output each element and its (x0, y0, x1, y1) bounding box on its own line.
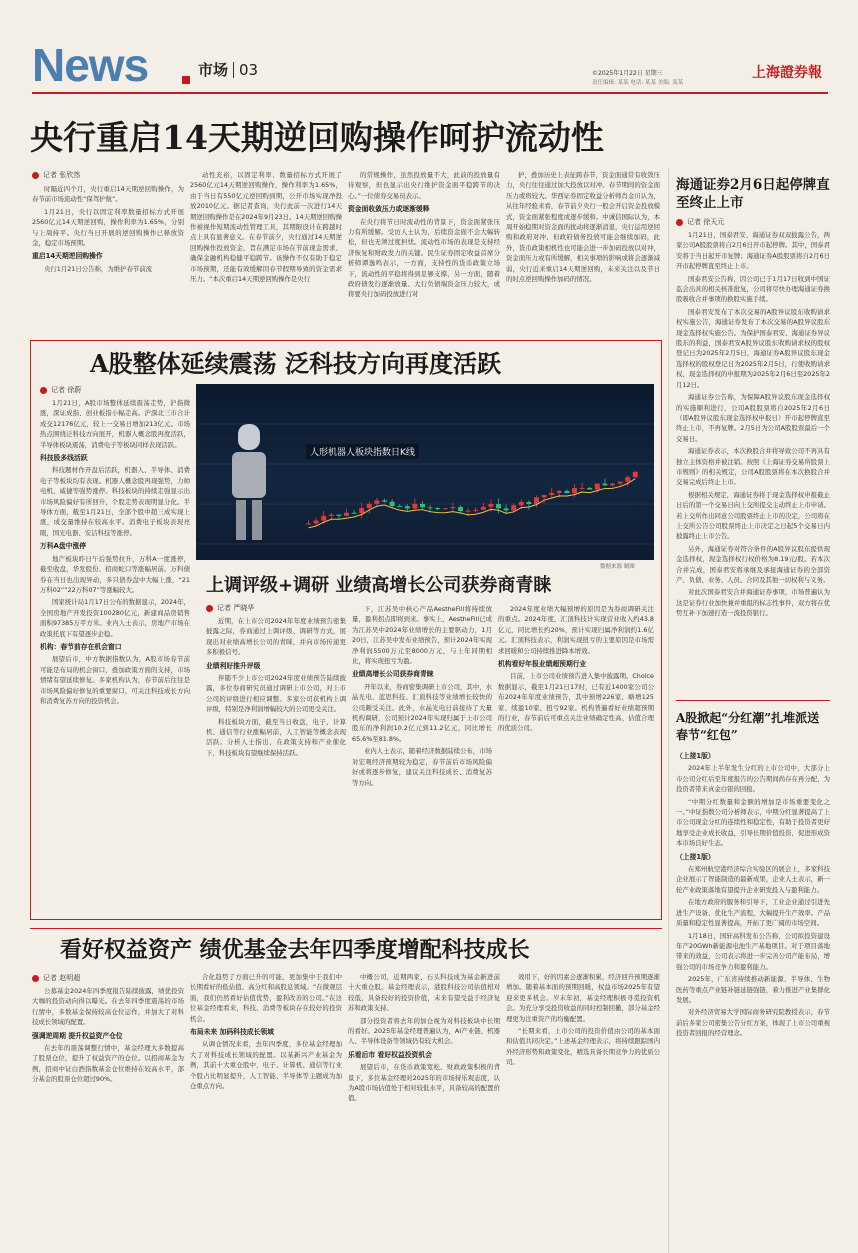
chart-candle (435, 508, 440, 509)
chart-candle (344, 513, 349, 516)
paper-name: 上海證券報 (752, 65, 822, 81)
lead-subhead: 重启14天期逆回购操作 (32, 252, 103, 261)
lead-para: 1月21日，央行以固定利率数量招标方式开展2560亿元14天期逆回购，操作利率为1.65%，分别与上周持平。央行当日开展的逆回购操作已释放资金，稳定市场预期。 (32, 207, 184, 248)
bottom-para: 效用下，好的因素会逐渐积累，经济回升预期逐渐增加。随着基本面的预期回暖，权益市场2025年有望迎来更多机会。岁末年初，基金经理积极寻觅投资机会。为充分享受投资收益的同时控制回撤，部分基金经理更为注重资产的均衡配置。 (506, 973, 660, 1023)
sidebar2-body (676, 748, 830, 1248)
sidebar1-para: 对此次国泰君安合并海通证券事项，市场普遍认为这是证券行业加快兼并重组的标志性事件，双方将在优势互补下加速打造一流投资银行。 (676, 588, 830, 618)
sidebar1-headline: 海通证券2月6日起停牌直至终止上市 (676, 177, 830, 211)
lead-para: 的常规操作，虽然投放量不大，此前的投放量有待观察，但也显示出央行维护资金面平稳跨节的决心。”一位债券交易员表示。 (348, 171, 500, 200)
sidebar1-para: 国泰君安发布了本次交易的A股异议股东收购请求权实施公告，海通证券发布了本次交易的A股异议股东现金选择权实施公告。为保护国泰君安、海通证券异议股东的利益，国泰君安A股异议股东收购请求权的股权登记日为2025年2月5日，海通证券A股异议股东现金选择权的股权登记日为2025年2月5日，行使收购请求权、现金选择权的申报期为2025年2月6日至2025年2月12日。 (676, 307, 830, 389)
chart-candle (473, 510, 478, 511)
sidebar1-para: 1月21日，国泰君安、海通证券双双披露公告，两家公司A股股票将自2月6日开市起停牌。其中，国泰君安将于当日起开市复牌；海通证券A股股票将自2月6日开市起停牌直至终止上市。 (676, 231, 830, 271)
sidebar1-para: 根据相关规定，海通证券将于现金选择权申报截止日后的第一个交易日向上交所提交主动终止上市申请。若上交所作出同意公司股票终止上市的决定，公司将在上交所公告公司股票终止上市决定之日起5个交易日内披露终止上市公告。 (676, 490, 830, 541)
bottom-para: 部分投资者将去年的加仓视为对科技板块中长期的看好。2025年基金经理普遍认为，AI产业链、机器人、半导体设备等领域仍有较大机会。 (348, 1016, 500, 1046)
byline-dot-icon (32, 172, 39, 179)
feature2-para: 目前，上市公司业绩预告进入集中披露期。Choice数据显示，截至1月21日17时，已有近1400家公司公布2024年年度业绩预告，其中预增226家、略增125家、续盈10家、扭亏92家。机构普遍看好业绩超预期的行业，春节前后可重点关注业绩确定性高、估值合理的优质公司。 (498, 672, 654, 733)
bottom-col-1 (32, 986, 184, 1246)
chart-candle (572, 488, 577, 493)
byline-dot-icon (32, 975, 39, 982)
feature2-col-1 (206, 616, 346, 914)
sidebar1-para: 国泰君安公告称，因公司已于1月17日收到中国证监会出具的相关核准批复，公司将尽快办理海通证券换股吸收合并事项的换股实施手续。 (676, 274, 830, 304)
bottom-col-4 (506, 972, 660, 1246)
chart-candle (306, 524, 311, 525)
lead-subhead: 资金面收敛压力或逐渐缓释 (348, 205, 430, 214)
feature2-byline: 记者 严晓华 (206, 602, 254, 614)
bottom-subhead: 强调逆周期 提升权益资产仓位 (32, 1031, 123, 1040)
lead-para: 动性充裕，以固定利率、数量招标方式开展了2560亿元14天期逆回购操作，操作利率为1.65%，由于当日有550亿元逆回购到期，公开市场实现净投放2010亿元。据记者查询，央行此前一次进行14天期逆回购操作是在2024年9月23日。14天期逆回购操作被视作短期流动性管理工具，其期限设计在跨越时点上具有显著意义。在春节前夕，央行通过14天期逆回购操作投放资金，旨在满足市场在节前现金需求、确保金融机构稳健平稳跨节。该操作不仅有助于稳定市场预期，还能有效缓解因春节假期导致的资金需求压力。“本次重启14天期逆回购操作是央行 (190, 171, 342, 284)
bottom-para: 从调仓情况来看，去年四季度，多位基金经理加大了对科技成长领域的配置。以某新兴产业基金为例，其前十大重仓股中，电子、计算机、通信等行业个股占比明显提升，人工智能、半导体等主题成为加仓重点方向。 (190, 1040, 342, 1091)
feature-para: 业内人士表示，随着经济数据陆续公布，市场对宏观经济预期较为稳定，春节前后市场风险偏好或将逐步修复，建议关注科技成长、消费复苏等方向。 (352, 747, 492, 787)
byline-dot-icon (206, 605, 213, 612)
feature-para: 科技题材作开盘后活跃，机器人、半导体、消费电子等板块均有表现。机器人概念股再现强势，力帅电机、威捷等强势涨停。科技板块的持续走强显示出市场风险偏好有所回升，个股走势表现明显分化。半导体方面，截至1月21日，全部个股中超三成实现上涨，成交量维持在较高水平。消费电子板块表现亮眼，国光电器、安洁科技等涨停。 (40, 466, 190, 537)
sidebar-story-1 (676, 176, 830, 708)
feature-para: 国家统计局1月17日公布的数据显示，2024年，全国房地产开发投资100280亿元，新建商品房销售面积97385万平方米。业内人士表示，房地产市场在政策托底下有望逐步企稳。 (40, 598, 190, 638)
sidebar2-para: 1月18日，国轩高科发布公告称，公司拟投资建设年产20GWh新能源电池生产基地项目。对于项目落地带来的效益，公司表示将进一步完善公司产能布局，增强公司的市场竞争力和盈利能力。 (676, 931, 830, 971)
lead-col-1 (32, 184, 184, 334)
feature2-para: 近期，在上市公司2024年年度业绩预告密集披露之际，券商通过上调评级、调研等方式，展现出对业绩高增长公司的青睐，并向市场传递更多积极信号。 (206, 617, 346, 657)
sidebar2-continued: （上接1版） (676, 752, 715, 760)
lead-para: 央行1月21日公告称，为维护春节前流 (44, 264, 153, 273)
bottom-byline: 记者 赵明超 (32, 972, 80, 984)
sidebar2-para: 在郑州航空港经济综合实验区的展会上，多家科技企业展示了智能制造的最新成果，企业人士表示，新一轮产业政策落地有望提升企业研发投入与盈利能力。 (676, 865, 830, 894)
chart-caption: 人形机器人板块指数日K线 (306, 444, 419, 459)
section-label: 市场 (198, 61, 229, 79)
chart-candle (511, 505, 516, 510)
chart-candle (428, 507, 433, 508)
sidebar2-para: 2024年上半年发生分红的上市公司中，大部分上市公司分红后至年度报告的公告期间尚存在再分配，为投资者带来真金白银的回报。 (676, 764, 830, 794)
feature-subhead: 万科A盘中涨停 (40, 542, 87, 551)
chart-candle (618, 482, 623, 484)
sidebar2-para: 2025年，广东省持续推动新能源、半导体、生物医药等重点产业链补链延链强链，着力推进产业集群化发展。 (676, 975, 830, 1004)
chart-candle (519, 502, 524, 505)
sidebar1-byline: 记者 徐天元 (676, 216, 830, 228)
bottom-para: 合化趋势了方面已升的可能，更加集中于我们中长期看好的低估值、高分红和高股息领域。“在微观层面，我们仍然看好估值优势，盈利改善的公司。”在这位基金经理看来，科技、消费等板块存在较好的投资机会。 (190, 973, 342, 1023)
date-line: ©2025年1月22日 星期三 (592, 70, 663, 77)
feature-para: 地产板块昨日午后强势拉升，万科A一度涨停，截至收盘，华发股份、招商蛇口等涨幅居前。万科债券在当日也出现异动，多只债券盘中大幅上涨，“21万科02”“22万科07”等涨幅较大。 (40, 554, 190, 594)
lead-col-2 (190, 170, 342, 334)
sidebar1-body (676, 230, 830, 708)
feature2-para: 开年以来，券商密集调研上市公司，其中，水晶光电、蓝思科技、汇顶科技等业绩增长较快的公司颇受关注。此外，水晶光电日前接待了大量机构调研，公司预计2024年实现归属于上市公司股东的净利润10.2亿元到11.2亿元，同比增长65.6%至81.8%。 (352, 682, 492, 743)
feature-byline: 记者 徐蔚 (40, 384, 81, 396)
feature-headline: A股整体延续震荡 泛科技方向再度活跃 (90, 349, 501, 378)
kline-chart-image (196, 384, 654, 560)
sidebar2-headline: A股掀起“分红潮”扎堆派送春节“红包” (676, 711, 820, 742)
feature-para: 科技板块方面，截至当日收盘，电子、计算机、通信等行业涨幅居前，人工智能等概念表现活跃。分析人士指出，在政策支持和产业催化下，科技板块有望继续保持活跃。 (206, 717, 346, 757)
sidebar1-para: 海通证券公告称，为保障A股异议股东现金选择权的实施顺利进行，公司A股股票将自2025年2月6日（即A股异议股东现金选择权申报日）开市起停牌直至终止上市，不再复牌。2月5日为公司A股股票最后一个交易日。 (676, 393, 830, 443)
lead-col-4 (506, 170, 660, 334)
feature-para: 展望后市，中方数据指数认为，A股市场春节前可能是布局的机会窗口，叠加政策方面的支持，市场情绪有望延续修复。多家机构认为，春节前后往往是市场风险偏好修复的重要窗口，可关注科技成长方向和消费复苏方向的投资机会。 (40, 655, 190, 705)
feature-para: 1月21日，A股市场整体延续震荡走势，沪指微涨，深证成指、创业板指小幅走高。沪深北三市合计成交12176亿元，较上一交易日增加213亿元。市场热点围绕泛科技方向展开，机器人概念股再度活跃，半导体板块震荡，消费电子等板块同样表现活跃。 (40, 399, 190, 449)
chart-candle (412, 504, 417, 509)
chart-candle (359, 508, 364, 513)
byline-dot-icon (676, 219, 683, 226)
chart-ma-line (309, 479, 636, 528)
chart-candle (534, 497, 539, 504)
page-number: 03 (239, 61, 259, 79)
chart-candle (625, 477, 630, 481)
chart-candle (374, 500, 379, 504)
sidebar1-para: 另外，海通证券对符合条件的A股异议股东提供现金选择权，现金选择权行权价格为8.19元/股。若本次合并完成，国泰君安将承继及承接海通证券的全部资产、负债、业务、人员、合同及其他一切权利与义务。 (676, 544, 830, 584)
chart-candle (329, 515, 334, 516)
chart-candle (397, 506, 402, 507)
bottom-para: 展望后市，在货币政策宽松、财政政策积极的背景下，多位基金经理对2025年的市场持乐观态度，认为A股市场估值处于相对较低水平，具备较高的配置价值。 (348, 1063, 500, 1103)
feature2-subhead: 业绩高增长公司获券商青睐 (352, 670, 434, 679)
lead-para: 在央行将节日时流动性的背景下，资金面紧张压力有所缓解。受访人士认为，后续资金面不会大幅转松，但也无须过度担忧。流动性市场的表现是支持经济恢复和财政发力的关键。民生证券固定收益首席分析师谭逸鸣表示，一方面，支持性的货币政策立场下，流动性的平稳将得到足够支撑，另一方面，随着政府债发行逐渐放量、大行负债端资金压力较大，或将要央行加码投放进行对 (348, 217, 500, 299)
sidebar2-para: 对外经济贸易大学国际商务研究院教授表示，春节前后多家公司密集公告分红方案，体现了上市公司重视投资者回报的经营理念。 (676, 1008, 830, 1038)
chart-candle (458, 507, 463, 511)
sidebar2-continued: （上接1版） (676, 852, 715, 861)
lead-col-3 (348, 170, 500, 334)
chart-candle (466, 511, 471, 512)
chart-candle (595, 484, 600, 490)
chart-candle (382, 500, 387, 501)
masthead-rule (32, 92, 828, 94)
feature2-col-2 (352, 604, 492, 914)
chart-candle (367, 504, 372, 508)
sidebar-divider (668, 168, 669, 1253)
chart-candle (450, 507, 455, 508)
chart-candle (587, 488, 592, 490)
chart-candle (481, 507, 486, 510)
chart-candle (443, 508, 448, 509)
lead-byline-text: 记者 张欣然 (43, 171, 81, 179)
chart-candle (488, 504, 493, 507)
brand-dot-icon (182, 76, 190, 84)
editor-line: 责任编辑: 某某 电话: 某某 美编: 某某 (592, 80, 684, 86)
chart-candles (306, 471, 638, 527)
sidebar2-para: “中期分红数量和金额的增加是市场重要变化之一。”中证指数公司分析师表示，中期分红显著提高了上市公司现金分红的连续性和稳定性，有助于投资者更好地享受企业成长收益，引导长期价值投资，促进形成资本市场良好生态。 (676, 797, 830, 848)
feature2-subhead: 业绩利好推升评级 (206, 661, 261, 670)
bottom-subhead: 乐看后市 看好权益投资机会 (348, 1050, 432, 1059)
chart-candle (321, 516, 326, 521)
chart-candle (314, 521, 319, 524)
feature2-para: 伴随不少上市公司2024年度业绩预告陆续披露，多位券商研究员通过调研上市公司，对上市公司的评级进行相应调整。多家公司获机构上调评级，特别是净利润增幅较大的公司更受关注。 (206, 674, 346, 714)
lead-byline (32, 169, 80, 181)
chart-candle (504, 508, 509, 510)
section-divider (233, 62, 234, 78)
chart-candle (633, 472, 638, 477)
bottom-rule (30, 928, 662, 929)
chart-candle (542, 495, 547, 497)
photo-credit: 数据来源 制图 (600, 564, 635, 570)
masthead (0, 0, 858, 108)
feature2-col-3 (498, 604, 654, 914)
feature-col-1 (40, 398, 190, 910)
feature2-subhead: 机构看好年报业绩超预期行业 (498, 660, 587, 669)
chart-candle (405, 506, 410, 508)
chart-candle (336, 515, 341, 516)
feature2-para: 下，江苏吴中核心产品AestheFill将持续放量，盈利拐点即将到来。事实上，AestheFill已成为江苏吴中2024年业绩增长的主要驱动力，1月20日，江苏吴中发布业绩预告，预计2024年实现净利润5500万元至8000万元，与上年同期相比，将实现扭亏为盈。 (352, 605, 492, 666)
bottom-headline: 看好权益资产 绩优基金去年四季度增配科技成长 (60, 937, 530, 963)
feature2-headline: 上调评级+调研 业绩高增长公司获券商青睐 (206, 575, 552, 596)
chart-candle (420, 504, 425, 507)
feature2-para: 2024年度业绩大幅预增的原因是为券商调研关注的重点。2024年度，汇顶科技计实现营业收入约43.8亿元，同比增长约20%，预计实现归属净利润约1.6亿元。汇顶科技表示，利润实现扭亏的主要原因是市场需求回暖和公司持续推进降本增效。 (498, 605, 654, 655)
chart-candle (549, 493, 554, 495)
bottom-para: “长期来看，上市公司的投资价值由公司的基本面和估值共同决定。”上述基金经理表示，将持续跟踪国内外经济形势和政策变化，精选具备长期竞争力的优质公司。 (506, 1027, 660, 1067)
bottom-col-3 (348, 972, 500, 1246)
chart-candle (352, 513, 357, 514)
bottom-col-2 (190, 972, 342, 1246)
sidebar1-para: 海通证券表示，本次换股合并将导致公司不再具有独立主体资格并被注销。按照《上海证券交易所股票上市规则》的相关规定，公司A股股票将在本次换股合并交易完成后终止上市。 (676, 447, 830, 487)
chart-candle (496, 504, 501, 508)
lead-para: 时隔近四个月，央行重启14天期逆回购操作，为春节前市场流动性“保驾护航”。 (32, 185, 184, 204)
chart-candle (557, 491, 562, 493)
brand-logo: News (32, 39, 149, 91)
feature-subhead: 科技股多线活跃 (40, 454, 88, 463)
chart-candle (580, 488, 585, 489)
byline-dot-icon (40, 387, 47, 394)
sidebar-rule (676, 700, 830, 701)
bottom-subhead: 布局未来 加码科技成长领域 (190, 1028, 274, 1037)
sidebar-story-2 (676, 710, 830, 1248)
bottom-para: 公募基金2024年四季度报告陆续披露，绩优投资大咖的投资动向得以曝光。在去年四季度震荡的市场行情中，多数基金保持较高仓位运作，并加大了对科技成长领域的配置。 (32, 987, 184, 1027)
chart-candle (610, 483, 615, 485)
sidebar2-para: 在地方政府的服务和引导下，工业企业通过引进先进生产设备、优化生产流程，大幅提升生产效率。产品质量和稳定性显著提高，开拓了更广阔的市场空间。 (676, 898, 830, 928)
lead-headline: 央行重启14天期逆回购操作呵护流动性 (30, 118, 604, 157)
chart-candle (390, 502, 395, 506)
chart-robot-figure (218, 424, 278, 544)
chart-candle (526, 502, 531, 504)
chart-candle (564, 491, 569, 493)
bottom-para: 中概公司，近期两家、石头科技成为基金新进前十大重仓股。基金经理表示，港股科技公司估值相对较低，具备较好的投资价值，未来有望受益于经济复苏和政策支持。 (348, 973, 500, 1013)
chart-candle (602, 484, 607, 486)
lead-para: 护，叠加历史上表征跨春节，资金面通常有收敛压力，央行往往通过加大投放以对冲。春节期间的资金面压力或将较大。华西证券固定收益分析师肖金川认为，从往年经验来看，春节前夕央行一般会开启资金投放模式，资金面紧张程度或逐步缓和。中诚信国际认为，本周开始稳期对资金面的扰动将逐渐消退，央行运用逆回购和政府对冲、但政府债务投放可能会继续加码，此外，货币政策相机性也可能会进一步加码投放以对冲，资金面压力或有所缓解，相关事项的影响或将会逐渐减弱，央行近来重启14天期逆回购，未来关注以及节日的时点逆回购操作加码的情况。 (506, 171, 660, 284)
feature-subhead: 机构：春节前存在机会窗口 (40, 642, 122, 651)
bottom-para: 在去年的震荡调整行情中，基金经理大多数提高了股票仓位，提升了权益资产的仓位。以招商基金为例，招商中证白酒指数基金仓位维持在较高水平，部分基金的股票仓位超过90%。 (32, 1044, 184, 1084)
